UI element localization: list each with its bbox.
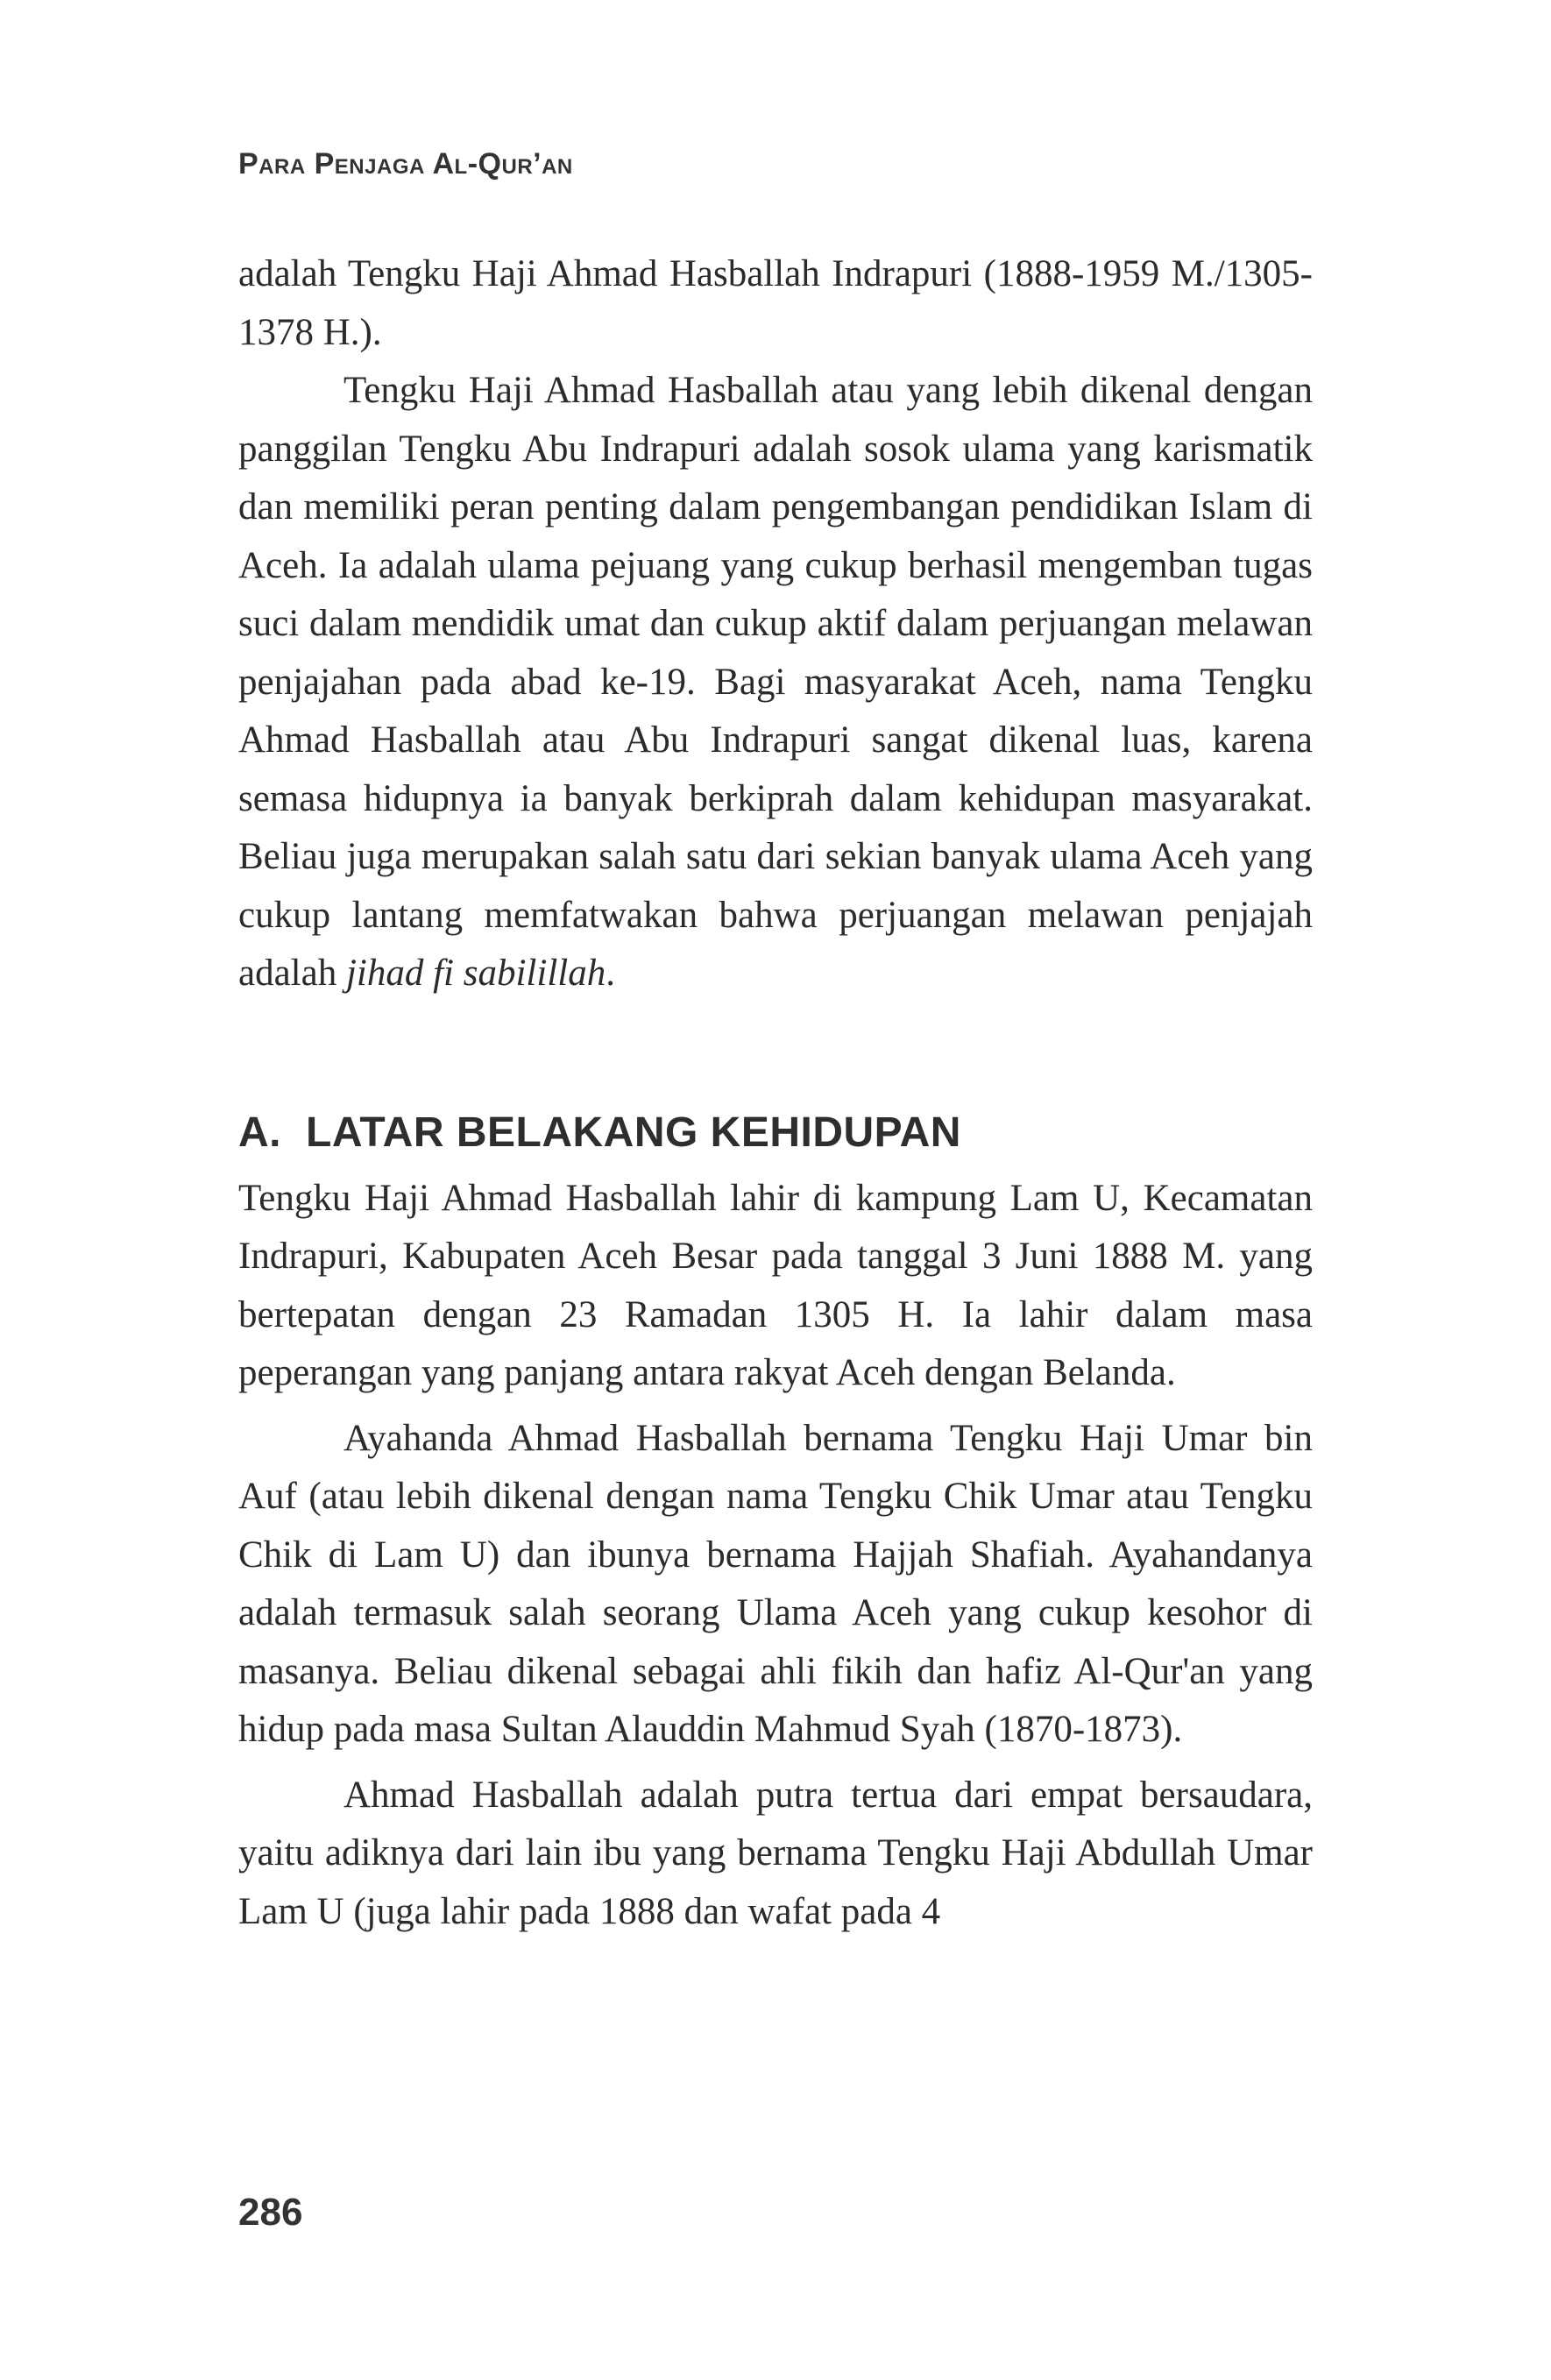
paragraph: Ayahanda Ahmad Hasballah bernama Tengku Haji Umar bin Auf (atau lebih dikenal dengan nama Tengku Chik Umar atau Tengku Chik di Lam U) dan ibunya bernama Hajjah Shafiah. Ayahandanya adalah termasuk salah seorang Ulama Aceh yang cukup kesohor di masanya. Beliau dikenal sebagai ahli fikih dan hafiz Al-Qur'an yang hidup pada masa Sultan Alauddin Mahmud Syah (1870-1873).: [238, 1417, 1313, 1750]
section-title: LATAR BELAKANG KEHIDUPAN: [306, 1109, 961, 1156]
section-number: A.: [238, 1109, 281, 1156]
paragraph-end: .: [606, 953, 615, 994]
paragraph-continuation: adalah Tengku Haji Ahmad Hasballah Indrapuri (1888-1959 M./1305-1378 H.).: [238, 253, 1313, 353]
running-head: Para Penjaga Al-Qur’an: [238, 147, 573, 181]
page-number: 286: [238, 2191, 303, 2234]
paragraph-text: Tengku Haji Ahmad Hasballah atau yang lebih dikenal dengan panggilan Tengku Abu Indrapuri adalah sosok ulama yang karismatik dan memiliki peran penting dalam pengembangan pendidikan Islam di Aceh. Ia adalah ulama pejuang yang cukup berhasil mengemban tugas suci dalam mendidik umat dan cukup aktif dalam perjuangan melawan penjajahan pada abad ke-19. Bagi masyarakat Aceh, nama Tengku Ahmad Hasballah atau Abu Indrapuri sangat dikenal luas, karena semasa hidupnya ia banyak berkiprah dalam kehidupan masyarakat. Beliau juga merupakan salah satu dari sekian banyak ulama Aceh yang cukup lantang memfatwakan bahwa perjuangan melawan penjajah adalah: [238, 370, 1313, 994]
paragraph-intro: [238, 362, 1313, 1003]
body-text: [238, 245, 1313, 1941]
section-heading: [238, 1107, 1313, 1159]
paragraph: Tengku Haji Ahmad Hasballah lahir di kampung Lam U, Kecamatan Indrapuri, Kabupaten Aceh Besar pada tanggal 3 Juni 1888 M. yang bertepatan dengan 23 Ramadan 1305 H. Ia lahir dalam masa peperangan yang panjang antara rakyat Aceh dengan Belanda.: [238, 1177, 1313, 1393]
paragraph: Ahmad Hasballah adalah putra tertua dari empat bersaudara, yaitu adiknya dari lain ibu yang bernama Tengku Haji Abdullah Umar Lam U (juga lahir pada 1888 dan wafat pada 4: [238, 1774, 1313, 1932]
italic-term: jihad fi sabilillah: [345, 953, 606, 994]
